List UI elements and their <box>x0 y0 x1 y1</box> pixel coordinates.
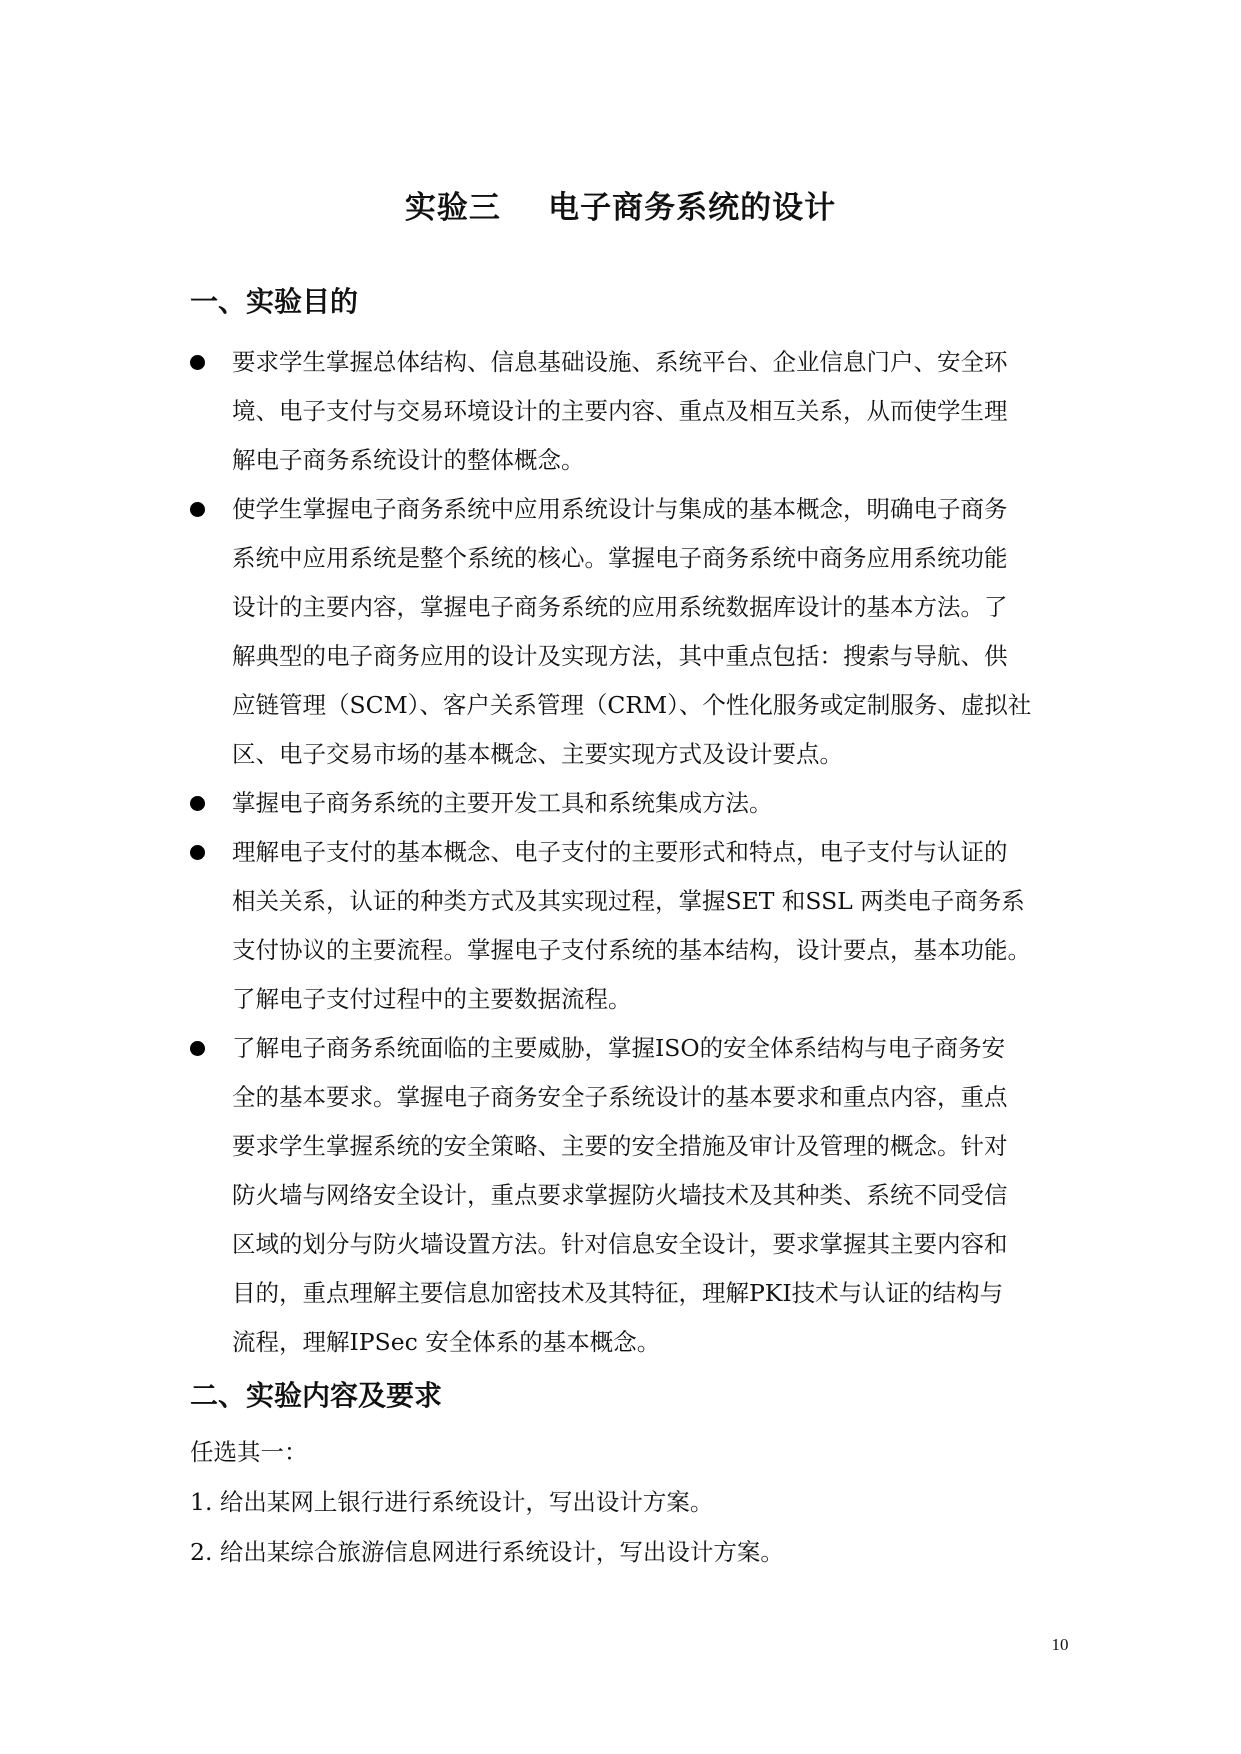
text-line: 使学生掌握电子商务系统中应用系统设计与集成的基本概念，明确电子商务 <box>232 495 1008 523</box>
page-title: 实验三 电子商务系统的设计 <box>404 190 837 226</box>
bullet-icon <box>190 1041 205 1056</box>
text-line: 应链管理（SCM）、客户关系管理（CRM）、个性化服务或定制服务、虚拟社 <box>232 691 1032 719</box>
objectives-list <box>186 338 1066 1367</box>
text-line: 要求学生掌握系统的安全策略、主要的安全措施及审计及管理的概念。针对 <box>232 1132 1008 1160</box>
page-number: 10 <box>1051 1635 1069 1654</box>
text-line: 目的，重点理解主要信息加密技术及其特征，理解PKI技术与认证的结构与 <box>232 1279 1004 1307</box>
text-line: 掌握电子商务系统的主要开发工具和系统集成方法。 <box>232 789 773 817</box>
text-line: 解典型的电子商务应用的设计及实现方法，其中重点包括：搜索与导航、供 <box>232 642 1008 670</box>
text-line: 全的基本要求。掌握电子商务安全子系统设计的基本要求和重点内容，重点 <box>232 1083 1008 1111</box>
list-item <box>186 828 1066 1024</box>
text-line: 解电子商务系统设计的整体概念。 <box>232 446 585 474</box>
bullet-icon <box>190 502 205 517</box>
text-line: 流程，理解IPSec 安全体系的基本概念。 <box>232 1328 661 1356</box>
bullet-icon <box>190 796 205 811</box>
section-heading-objectives: 一、实验目的 <box>190 285 359 318</box>
text-line: 境、电子支付与交易环境设计的主要内容、重点及相互关系，从而使学生理 <box>232 397 1008 425</box>
text-line: 区、电子交易市场的基本概念、主要实现方式及设计要点。 <box>232 740 843 768</box>
text-line: 区域的划分与防火墙设置方法。针对信息安全设计，要求掌握其主要内容和 <box>232 1230 1008 1258</box>
text-line: 了解电子支付过程中的主要数据流程。 <box>232 985 632 1013</box>
text-line: 防火墙与网络安全设计，重点要求掌握防火墙技术及其种类、系统不同受信 <box>232 1181 1008 1209</box>
text-line: 了解电子商务系统面临的主要威胁，掌握ISO的安全体系结构与电子商务安 <box>232 1034 1006 1062</box>
text-line: 相关关系，认证的种类方式及其实现过程，掌握SET 和SSL 两类电子商务系 <box>232 887 1025 915</box>
content-intro: 任选其一： <box>190 1438 308 1466</box>
list-item <box>186 338 1066 485</box>
content-option-2: 2. 给出某综合旅游信息网进行系统设计，写出设计方案。 <box>190 1538 784 1566</box>
content-option-1: 1. 给出某网上银行进行系统设计，写出设计方案。 <box>190 1488 714 1516</box>
text-line: 设计的主要内容，掌握电子商务系统的应用系统数据库设计的基本方法。了 <box>232 593 1008 621</box>
bullet-icon <box>190 845 205 860</box>
bullet-icon <box>190 355 205 370</box>
text-line: 要求学生掌握总体结构、信息基础设施、系统平台、企业信息门户、安全环 <box>232 348 1008 376</box>
text-line: 理解电子支付的基本概念、电子支付的主要形式和特点，电子支付与认证的 <box>232 838 1008 866</box>
list-item <box>186 485 1066 779</box>
list-item <box>186 1024 1066 1367</box>
text-line: 系统中应用系统是整个系统的核心。掌握电子商务系统中商务应用系统功能 <box>232 544 1008 572</box>
section-heading-content: 二、实验内容及要求 <box>190 1379 443 1412</box>
list-item <box>186 779 1066 828</box>
text-line: 支付协议的主要流程。掌握电子支付系统的基本结构，设计要点，基本功能。 <box>232 936 1031 964</box>
